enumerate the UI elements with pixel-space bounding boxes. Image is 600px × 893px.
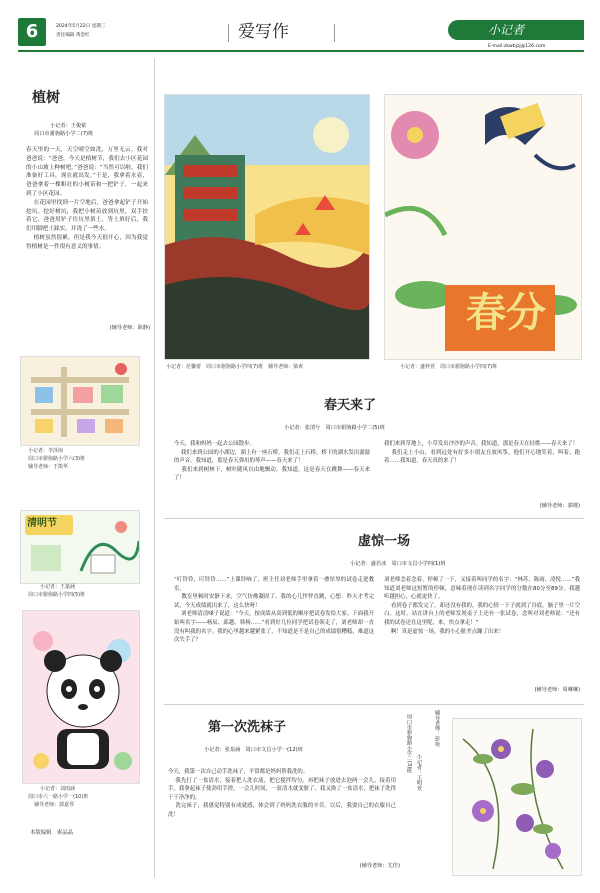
article-body-right: 刘老师念着念着，停顿了一下，又接着叫同学的名字：“林苏、陈雨、凌悦……”我知道刘老师这短暂的停顿，意味着现在读到名字同学的分数在80分至89分。我越听越担心，心就更快了。 看到卷子都发完了，却还没有我的，我的心情一下子就到了谷底。脑子里一片空白。这时，站在讲台上的老师发现桌子上还有一张试卷，念叫对刘老师说：“还有我的试卷还在这里呢，来，快点拿走！” 啊！真是虚惊一场，我的小心脏差点蹦了出来！ [384,577,580,635]
map-drawing [20,356,140,446]
article-school: 周口市驸驹路小学二(7)班 [34,131,94,137]
article-teacher: (辅导老师：尤佳) [359,863,400,869]
header-rule [18,50,584,52]
qingming-caption-2: 周口市驸驹路小学四(5)班 [28,592,86,598]
panda-caption-3: 辅导老师：郭嘉琴 [34,802,75,808]
xujing-bottom-rule [164,704,584,705]
panda-drawing-art [23,611,139,783]
chunfen-art-text: 春分 [466,289,546,336]
article-chuntian [164,384,584,514]
article-xiwazi [164,706,404,876]
article-body: 春天里的一天，天空晴空如洗，万里无云。我对爸爸说：“爸爸，今天是植树节，我们去小区花园的小山坡上种树吧。”爸爸说：“当然可以啦，我们准备好工具，现在就出发。”于是，我拿着水壶，爸爸拿着一棵粗壮的小树苗和一把铲子，一起来到了小区花园。 在花园里找到一片空地后，爸爸拿起铲子开始挖坑。挖好树坑，我把小树苗放到坑里，双手扶着它，爸爸用铲子往坑里填土，等土填好后，我们用脚把土踩实，并浇了一些水。 植树虽然很累，但是我今天很开心，因为我觉得植树是一件很有意义的事情。 [26,147,148,250]
flower-painting-art [453,719,581,875]
map-drawing-art [21,357,139,445]
map-caption-1: 小记者：李泽南 [28,448,64,454]
landscape-painting-art [165,95,369,359]
section-divider-right [334,24,335,42]
article-title: 第一次洗袜子 [208,720,287,735]
map-caption-2: 周口市驸驹路小学六(3)班 [28,456,86,462]
article-title: 虚惊一场 [358,534,411,549]
article-zhishu [20,58,150,358]
chunfen-painting [384,94,582,360]
issue-date: 2024年5月22日 星期三 [56,24,106,29]
article-body-left: “叮铃铃，叮铃铃……”上课铃响了，班主任刘老师手里拿着一叠厚厚的试卷走进教室。 教室里顿时安静下来，空气仿佛凝固了。我的心儿怦怦直跳，心想：昨天才考完试，今天成绩就出来了，这么快呀！ 刘老师清清嗓子说道：“今天，按成绩从高到低的顺序把试卷发给大家。下面我开始叫名字——杨辰、邱越、韩杨……”看到好几位同学把试卷领走了，刘老师却一直没有叫我的名字。我的心里越来越紧张了，不知道是不是自己的成绩很糟糕，难道这次失手了？ [174,577,374,644]
painting2-caption: 小记者：盛梓萱 周口市驸驹路小学四(7)班 [400,364,498,370]
contact-email: E-mail:zkwbjzj@126.com [488,44,546,49]
landscape-painting [164,94,370,360]
page-number: 6 [25,21,39,42]
flower-caption-author: 小记者：王明萱 [416,754,422,791]
article-byline: 小记者：王俊依 [50,123,87,129]
flower-painting [452,718,582,876]
section-title: 爱写作 [238,22,289,42]
article-teacher: (辅导老师：周琳琳) [534,687,580,693]
panda-drawing [22,610,140,784]
article-xujing [164,520,584,700]
article-byline: 小记者：盛若冰 周口市文昌小学四(1)班 [350,561,446,567]
qingming-caption-1: 小记者：王嘉涵 [40,584,76,590]
article-title: 植树 [32,90,60,106]
page-header [18,18,584,50]
column-logo: 小记者 [488,23,525,37]
article-body: 今天，我第一次自己动手洗袜子，平常都是妈妈帮我洗的。 我先打了一盆清水，接着把人洗衣液，把它搅拌均匀，再把袜子放进去泡两一会儿。接着用手，我拿起袜子使劲用手搓，一会儿时间，一盆清水就变脏了。我又换了一盆清水，把袜子洗得干干净净的。 洗完袜子，我感觉特别有成就感，体会到了妈妈洗衣服的辛苦。以后，我要自己的衣服自己洗！ [168,769,396,818]
article-teacher: (辅导老师：耿静) [109,325,150,331]
panda-caption-1: 小记者：刘雨涵 [40,786,76,792]
section-divider-left [228,24,229,42]
qingming-drawing [20,510,140,584]
article-title: 春天来了 [324,398,377,413]
qingming-art-text: 清明节 [27,518,57,529]
article-byline: 小记者：张清兮 周口市驸驹路小学二(5)班 [284,425,385,431]
article-body-right: 我们来到草地上，小草发出沙沙的声音。我知道，那是春天在轻歌——春天来了！ 我们走上小山，看到远处有好多小朋友在放风筝，他们开心地笑着、叫着、跑着……我知道，春天真的来了！ [384,441,580,465]
panda-caption-2: 周口市六一路小学一(10)班 [28,794,89,800]
responsible-editor: 责任编辑 黄金红 [56,33,90,38]
article-byline: 小记者：张泉涵 周口市文昌小学一(12)班 [204,747,303,753]
left-column-divider [154,58,155,878]
article-body-left: 今天，我和妈妈一起去公园散步。 我们来到公园的小湖边，湖上有一座石桥。我们走上石桥，桥下的湖水发出潺潺的声音。我知道，那是春天弹出的琴声——春天来了！ 我们来到树林下，树叶随风自由地飘动。我知道，这是春天在跳舞——春天来了！ [174,441,370,482]
chuntian-bottom-rule [164,518,584,519]
flower-caption-teacher: 辅导老师：彭艳 [434,710,440,747]
map-caption-3: 辅导老师：于凯华 [28,464,69,470]
flower-caption-school: 周口市驸驹路小学二(3)班 [406,714,412,774]
article-teacher: (辅导老师：郭瑾) [539,503,580,509]
painting1-caption: 小记者：范馨蕾 周口市驸驹路小学四(7)班 辅导老师：梁爽 [166,364,304,370]
page-editor-credit: 本版编辑 索晶晶 [30,830,74,836]
